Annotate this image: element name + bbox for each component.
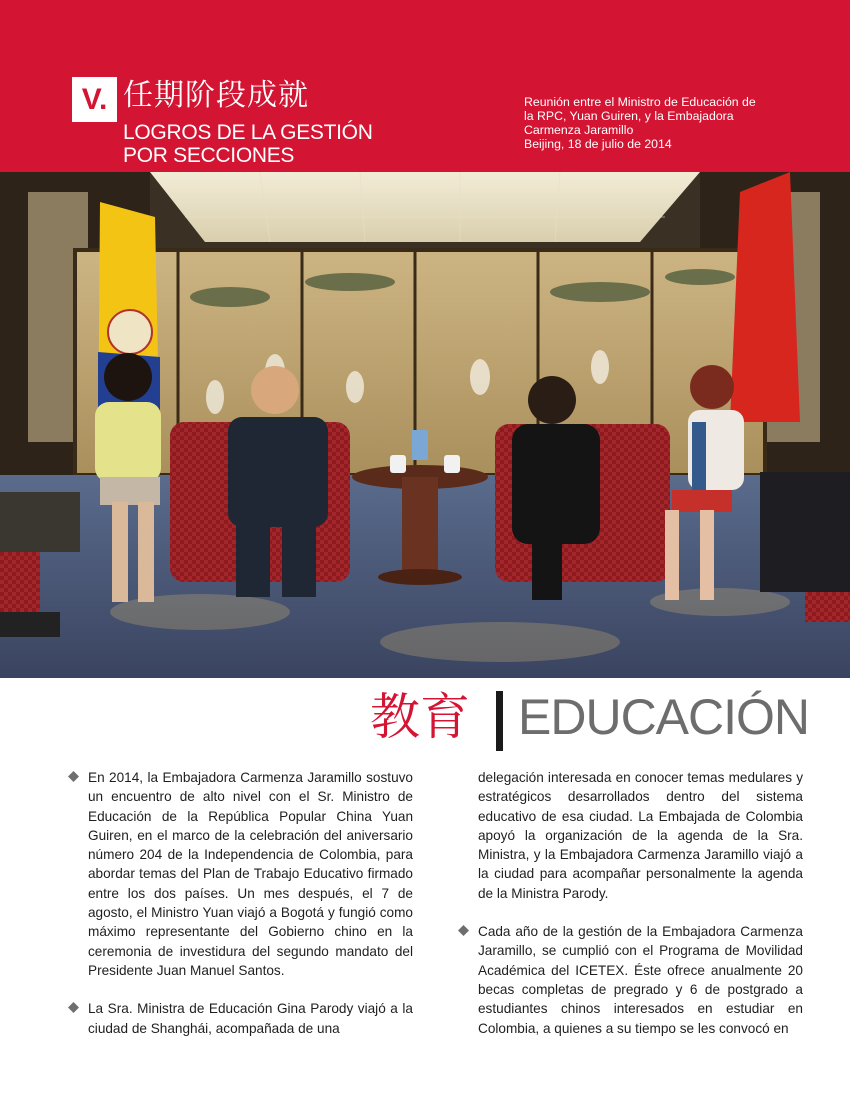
- paragraph-text: La Sra. Ministra de Educación Gina Parody viajó a la ciudad de Shanghái, acompañada de una: [88, 1001, 413, 1036]
- paragraph-text: Cada año de la gestión de la Embajadora Carmenza Jaramillo, se cumplió con el Programa de Movilidad Académica del ICETEX. Éste ofrece anualmente 20 becas completas de pregrado y 6 de postgrado a estudiantes chinos interesados en estudiar en Colombia, a quienes a su tiempo se les convocó en: [478, 924, 803, 1036]
- caption-line-2: la RPC, Yuan Guiren, y la Embajadora: [524, 109, 734, 123]
- text-column-right: [455, 768, 803, 1057]
- paragraph-text: En 2014, la Embajadora Carmenza Jaramillo sostuvo un encuentro de alto nivel con el Sr. Ministro de Educación de la República Popular China Yuan Guiren, en el marco de la celebración del aniversario número 204 de la Independencia de Colombia, para abordar temas del Plan de Trabajo Educativo firmado entre los dos países. Un mes después, el 7 de agosto, el Ministro Yuan viajó a Bogotá y fungió como máximo representante del Gobierno chino en la ceremonia de investidura del segundo mandato del Presidente Juan Manuel Santos.: [88, 770, 413, 978]
- text-column-left: [65, 768, 413, 1057]
- section-title-line-1: LOGROS DE LA GESTIÓN: [123, 121, 373, 144]
- section-heading-chinese: 教育: [370, 688, 470, 746]
- diamond-bullet-icon: [68, 771, 79, 782]
- section-heading-spanish: EDUCACIÓN: [518, 689, 810, 745]
- heading-divider: [496, 691, 503, 751]
- paragraph: [455, 922, 803, 1038]
- meeting-photo: [0, 172, 850, 678]
- caption-line-3: Carmenza Jaramillo: [524, 123, 634, 137]
- caption-line-1: Reunión entre el Ministro de Educación de: [524, 95, 756, 109]
- paragraph: [65, 768, 413, 980]
- paragraph: [65, 999, 413, 1038]
- section-title-chinese: 任期阶段成就: [123, 78, 309, 113]
- section-number-badge: V.: [72, 77, 117, 122]
- caption-line-4: Beijing, 18 de julio de 2014: [524, 137, 672, 151]
- section-title-spanish: [123, 121, 373, 167]
- paragraph-continuation: [455, 768, 803, 903]
- diamond-bullet-icon: [458, 925, 469, 936]
- section-header: [0, 0, 850, 172]
- section-title-line-2: POR SECCIONES: [123, 144, 295, 167]
- photo-caption: [524, 95, 809, 151]
- diamond-bullet-icon: [68, 1002, 79, 1013]
- paragraph-text: delegación interesada en conocer temas medulares y estratégicos desarrollados dentro del sistema educativo de esa ciudad. La Embajada de Colombia apoyó la organización de la agenda de la Sra. Ministra, y la Embajadora Carmenza Jaramillo viajó a la ciudad para acompañar personalmente la agenda de la Ministra Parody.: [478, 770, 803, 901]
